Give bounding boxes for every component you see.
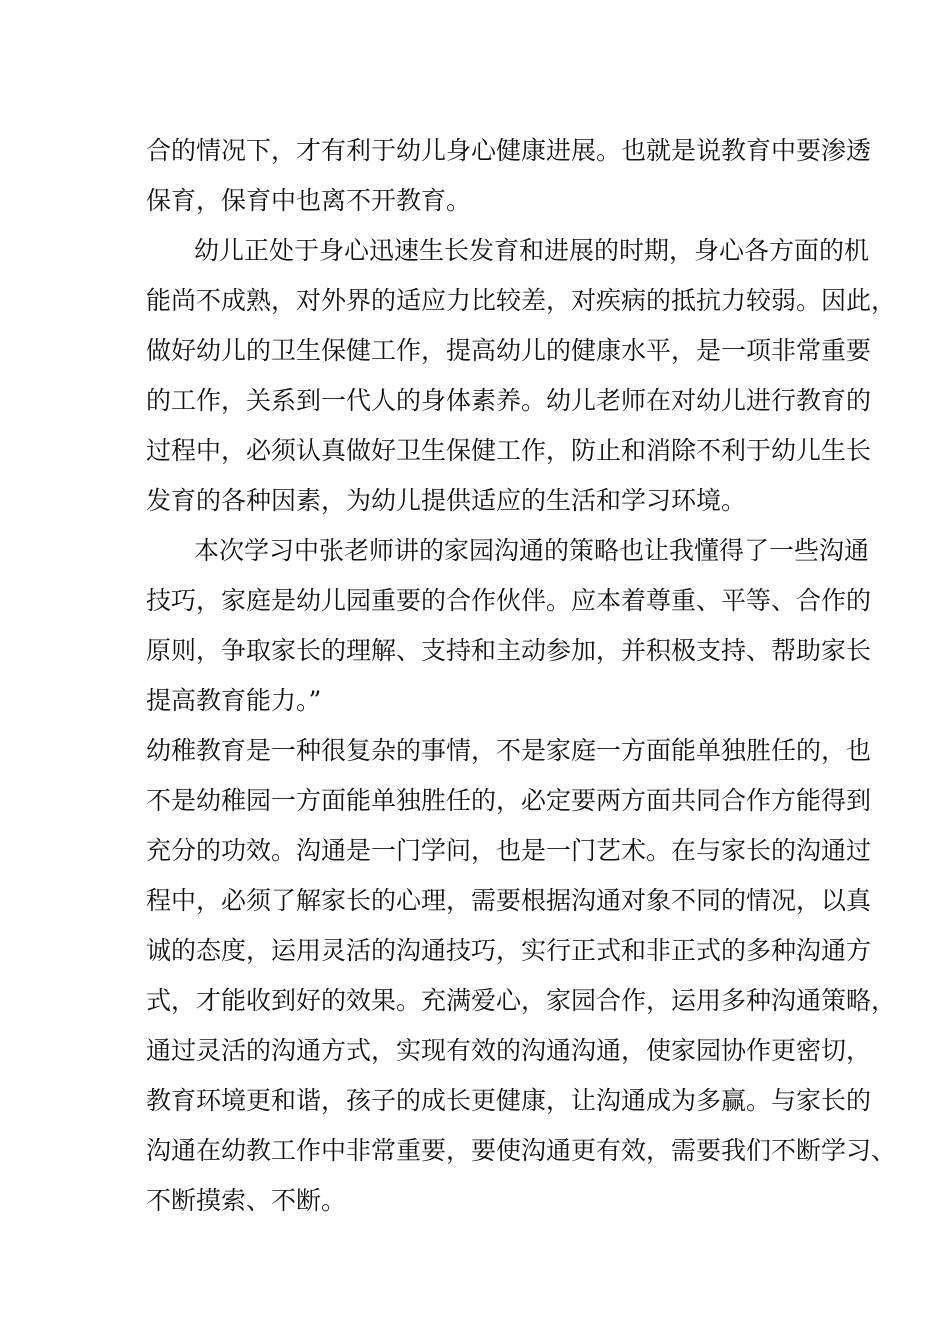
text-line-4: 能尚不成熟，对外界的适应力比较差，对疾病的抵抗力较弱。因此，	[146, 286, 897, 315]
text-line-18: 式，才能收到好的效果。充满爱心，家园合作，运用多种沟通策略，	[146, 986, 897, 1015]
text-line-7: 过程中，必须认真做好卫生保健工作，防止和消除不利于幼儿生长	[146, 436, 872, 465]
text-line-3: 幼儿正处于身心迅速生长发育和进展的时期，身心各方面的机	[194, 236, 870, 265]
text-line-8: 发育的各种因素，为幼儿提供适应的生活和学习环境。	[146, 486, 747, 515]
text-line-5: 做好幼儿的卫生保健工作，提高幼儿的健康水平，是一项非常重要	[146, 336, 872, 365]
text-line-14: 不是幼稚园一方面能单独胜任的，必定要两方面共同合作方能得到	[146, 786, 872, 815]
text-line-13: 幼稚教育是一种很复杂的事情，不是家庭一方面能单独胜任的，也	[146, 736, 872, 765]
text-line-15: 充分的功效。沟通是一门学问，也是一门艺术。在与家长的沟通过	[146, 836, 872, 865]
text-line-16: 程中，必须了解家长的心理，需要根据沟通对象不同的情况，以真	[146, 886, 872, 915]
text-line-1: 合的情况下，才有利于幼儿身心健康进展。也就是说教育中要渗透	[146, 136, 872, 165]
text-line-19: 通过灵活的沟通方式，实现有效的沟通沟通，使家园协作更密切，	[146, 1036, 872, 1065]
text-line-20: 教育环境更和谐，孩子的成长更健康，让沟通成为多赢。与家长的	[146, 1086, 872, 1115]
text-line-12: 提高教育能力。”	[146, 686, 322, 715]
text-line-10: 技巧，家庭是幼儿园重要的合作伙伴。应本着尊重、平等、合作的	[146, 586, 872, 615]
text-line-2: 保育，保育中也离不开教育。	[146, 186, 472, 215]
text-line-11: 原则，争取家长的理解、支持和主动参加，并积极支持、帮助家长	[146, 636, 872, 665]
text-line-9: 本次学习中张老师讲的家园沟通的策略也让我懂得了一些沟通	[194, 536, 870, 565]
text-line-17: 诚的态度，运用灵活的沟通技巧，实行正式和非正式的多种沟通方	[146, 936, 872, 965]
text-line-21: 沟通在幼教工作中非常重要，要使沟通更有效，需要我们不断学习、	[146, 1136, 897, 1165]
text-line-22: 不断摸索、不断。	[146, 1186, 347, 1215]
text-line-6: 的工作，关系到一代人的身体素养。幼儿老师在对幼儿进行教育的	[146, 386, 872, 415]
